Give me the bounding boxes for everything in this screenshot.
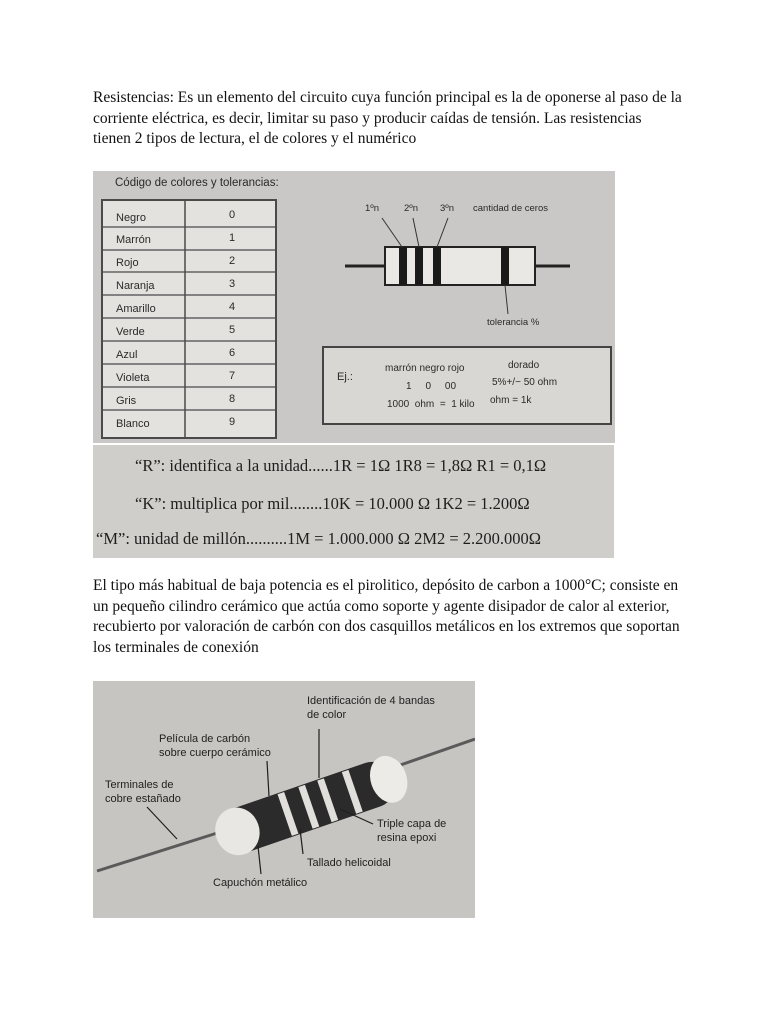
color-name: Gris xyxy=(116,395,137,407)
notation-k-line: “K”: multiplica por mil........10K = 10.000 Ω 1K2 = 1.200Ω xyxy=(135,494,530,513)
color-code-title: Código de colores y tolerancias: xyxy=(115,177,279,189)
color-name: Amarillo xyxy=(116,303,156,315)
color-name: Naranja xyxy=(116,280,155,292)
pirolitico-paragraph: El tipo más habitual de baja potencia es el pirolitico, depósito de carbon a 1000°C; consiste en un pequeño cilindro cerámico que actúa como soporte y agente disipador de calor al exterior, recubierto por valoración de carbón con dos casquillos metálicos en los extremos que soportan los terminales de conexión xyxy=(93,577,680,656)
color-value: 6 xyxy=(229,347,236,359)
notation-r-line: “R”: identifica a la unidad......1R = 1Ω 1R8 = 1,8Ω R1 = 0,1Ω xyxy=(135,456,547,475)
band-label-third: 3ºn xyxy=(440,203,455,214)
example-gold: dorado xyxy=(508,360,540,371)
color-value: 3 xyxy=(229,278,236,290)
example-label: Ej.: xyxy=(337,371,353,383)
label-carbon-film: Película de carbón sobre cuerpo cerámico xyxy=(159,733,271,759)
color-value: 7 xyxy=(229,370,236,382)
label-terminals: Terminales de cobre estañado xyxy=(105,779,181,805)
example-digits: 1 0 00 xyxy=(406,381,457,392)
band-label-first: 1ºn xyxy=(365,203,380,214)
color-value: 4 xyxy=(229,301,236,313)
color-value: 8 xyxy=(229,393,236,405)
color-value: 9 xyxy=(229,416,236,428)
notation-m-line: “M”: unidad de millón..........1M = 1.000.000 Ω 2M2 = 2.200.000Ω xyxy=(96,529,542,548)
label-metal-cap: Capuchón metálico xyxy=(213,877,308,889)
example-result: 1000 ohm = 1 kilo xyxy=(387,399,475,410)
color-name: Blanco xyxy=(116,418,150,430)
label-bands: Identificación de 4 bandas de color xyxy=(307,695,435,721)
color-name: Verde xyxy=(116,326,145,338)
label-epoxy-resin: Triple capa de resina epoxi xyxy=(377,818,447,844)
color-value: 1 xyxy=(229,232,236,244)
color-value: 5 xyxy=(229,324,236,336)
example-ohm: ohm = 1k xyxy=(490,395,532,406)
band-label-second: 2ºn xyxy=(404,203,419,214)
notation-photo xyxy=(93,445,614,558)
color-name: Rojo xyxy=(116,257,139,269)
color-value: 0 xyxy=(229,209,236,221)
color-value: 2 xyxy=(229,255,236,267)
example-colors: marrón negro rojo xyxy=(385,363,465,374)
label-helical-cut: Tallado helicoidal xyxy=(307,857,391,869)
example-tolerance: 5%+/− 50 ohm xyxy=(492,377,558,388)
color-name: Marrón xyxy=(116,234,151,246)
color-name: Violeta xyxy=(116,372,150,384)
intro-paragraph: Resistencias: Es un elemento del circuito cuya función principal es la de oponerse al paso de la corriente eléctrica, es decir, limitar su paso y producir caídas de tensión. Las resistencias tienen 2 tipos de lectura, el de colores y el numérico xyxy=(93,89,682,147)
band-label-zeros: cantidad de ceros xyxy=(473,203,548,214)
color-code-photo xyxy=(93,171,615,443)
resistor-construction-photo xyxy=(93,681,475,918)
color-name: Negro xyxy=(116,212,146,224)
color-name: Azul xyxy=(116,349,138,361)
band-label-tolerance: tolerancia % xyxy=(487,317,540,328)
